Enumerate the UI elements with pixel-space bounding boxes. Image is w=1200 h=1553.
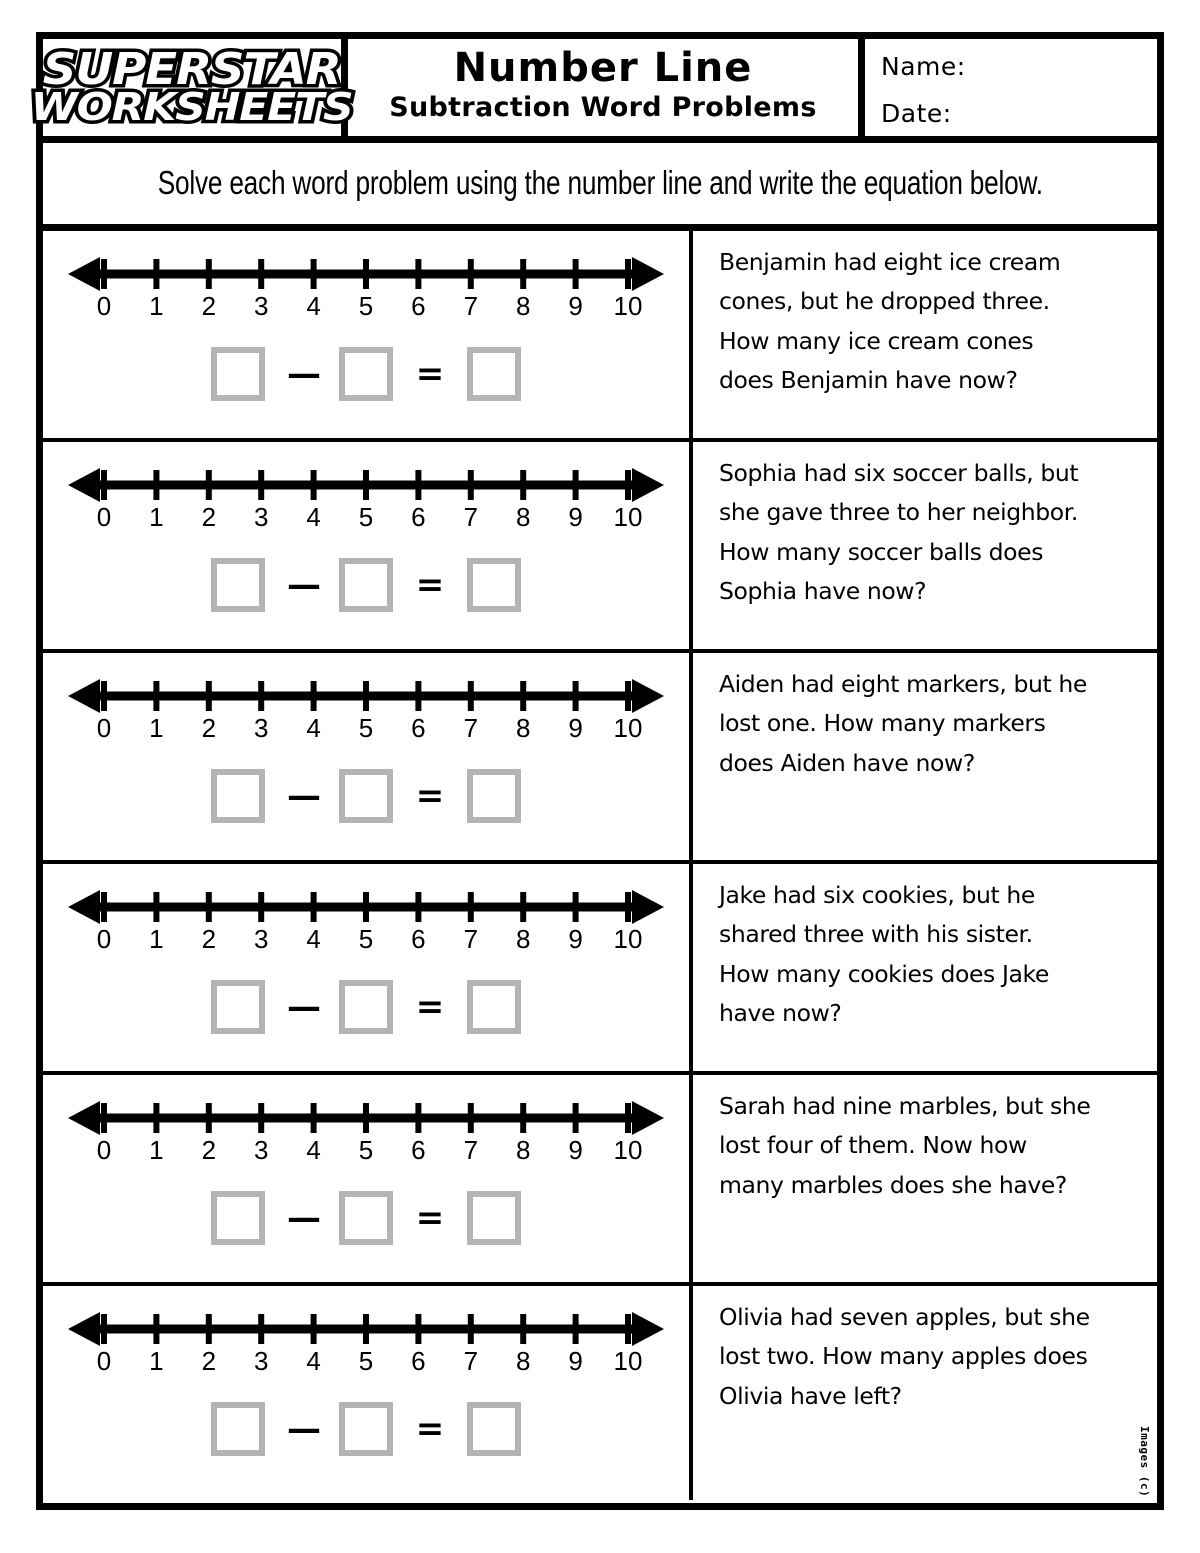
problem-text [719, 454, 1135, 612]
problem-text [719, 1298, 1135, 1416]
worksheet-header [31, 39, 1157, 143]
minus-sign: — [287, 354, 321, 394]
problem-text-line: lost four of them. Now how [719, 1131, 1027, 1160]
right-arrow-icon [632, 890, 664, 924]
number-line-tick-label: 0 [96, 291, 112, 321]
number-line-tick-label: 10 [613, 1346, 643, 1376]
problem-text-line: How many soccer balls does [719, 537, 1044, 566]
problem-text [719, 665, 1135, 783]
minus-sign: — [287, 1198, 321, 1238]
problem-text-line: does Benjamin have now? [719, 366, 1018, 395]
problem-text-line: cones, but he dropped three. [719, 287, 1050, 316]
worksheet-page [31, 32, 1164, 1510]
equation-box-subtrahend[interactable] [339, 769, 393, 823]
number-line-tick-label: 4 [306, 291, 321, 321]
number-line-tick-label: 4 [306, 502, 321, 532]
problem-text-line: have now? [719, 999, 842, 1028]
equation-row [211, 980, 521, 1034]
equation-row [211, 769, 521, 823]
image-credit: Images (c) [1138, 1425, 1151, 1497]
equation-box-minuend[interactable] [211, 1191, 265, 1245]
brand-logo [31, 39, 353, 136]
number-line-tick-label: 8 [515, 502, 531, 532]
number-line-labels [66, 1346, 666, 1382]
problem-text [719, 876, 1135, 1034]
number-line-tick-label: 9 [568, 924, 583, 954]
number-line-tick-label: 7 [463, 924, 479, 954]
equation-box-subtrahend[interactable] [339, 980, 393, 1034]
number-line-tick-label: 0 [96, 1135, 112, 1165]
equation-row [211, 1402, 521, 1456]
problem-text-line: Jake had six cookies, but he [719, 881, 1035, 909]
problem-worklane [43, 231, 693, 438]
number-line-tick-label: 6 [411, 1135, 426, 1165]
number-line-tick-label: 3 [253, 1135, 269, 1165]
number-line-tick-label: 6 [411, 1346, 426, 1376]
left-arrow-icon [68, 1312, 100, 1346]
equals-sign: = [415, 1409, 445, 1449]
number-line-tick-label: 6 [411, 713, 426, 743]
problem-worklane [43, 864, 693, 1071]
equation-row [211, 558, 521, 612]
number-line-tick-label: 7 [463, 1346, 479, 1376]
equation-row [211, 1191, 521, 1245]
problem-text-line: Benjamin had eight ice cream [719, 248, 1061, 276]
problem-text-line: Sophia had six soccer balls, but [719, 459, 1079, 487]
number-line-tick-label: 5 [358, 1135, 374, 1165]
number-line-tick-label: 6 [411, 924, 426, 954]
number-line-tick-label: 5 [358, 713, 374, 743]
number-line-tick-label: 5 [358, 502, 374, 532]
problem-row [43, 864, 1157, 1075]
equation-box-answer[interactable] [467, 1402, 521, 1456]
problem-statement [693, 442, 1157, 649]
number-line-tick-label: 3 [253, 924, 269, 954]
number-line-tick-label: 9 [568, 1346, 583, 1376]
number-line [66, 1097, 666, 1175]
number-line-tick-label: 1 [149, 713, 164, 743]
problem-text-line: does Aiden have now? [719, 748, 975, 777]
problem-worklane [43, 1075, 693, 1282]
number-line-tick-label: 1 [149, 291, 164, 321]
number-line-tick-label: 3 [253, 291, 269, 321]
number-line-tick-label: 9 [568, 713, 583, 743]
problem-text-line: she gave three to her neighbor. [719, 498, 1078, 527]
equals-sign: = [415, 987, 445, 1027]
problem-text-line: many marbles does she have? [719, 1170, 1067, 1199]
minus-sign: — [287, 565, 321, 605]
problem-text-line: lost one. How many markers [719, 709, 1046, 738]
page-title: Number Line [453, 45, 753, 92]
number-line [66, 464, 666, 542]
number-line-tick-label: 7 [463, 291, 479, 321]
problem-statement [693, 864, 1157, 1071]
problem-row [43, 231, 1157, 442]
number-line-tick-label: 8 [515, 924, 531, 954]
problem-worklane [43, 653, 693, 860]
equation-box-answer[interactable] [467, 1191, 521, 1245]
number-line-tick-label: 2 [201, 1346, 217, 1376]
problem-worklane [43, 442, 693, 649]
equation-box-subtrahend[interactable] [339, 347, 393, 401]
logo-line-2: WORKSHEETS [31, 85, 353, 130]
equation-row [211, 347, 521, 401]
number-line-tick-label: 3 [253, 713, 269, 743]
equals-sign: = [415, 354, 445, 394]
equals-sign: = [415, 1198, 445, 1238]
problem-text [719, 1087, 1135, 1205]
problem-rows [43, 231, 1157, 1500]
number-line-tick-label: 10 [613, 291, 643, 321]
logo-text [31, 44, 353, 130]
problem-row [43, 1286, 1157, 1500]
number-line [66, 1308, 666, 1386]
name-label: Name: [881, 51, 966, 81]
number-line-tick-label: 3 [253, 502, 269, 532]
number-line-tick-label: 6 [411, 291, 426, 321]
number-line-tick-label: 0 [96, 502, 112, 532]
number-line-tick-label: 0 [96, 924, 112, 954]
problem-text-line: How many ice cream cones [719, 326, 1034, 355]
number-line-labels [66, 291, 666, 327]
number-line-tick-label: 2 [201, 1135, 217, 1165]
equation-box-answer[interactable] [467, 980, 521, 1034]
left-arrow-icon [68, 468, 100, 502]
problem-statement [693, 653, 1157, 860]
problem-worklane [43, 1286, 693, 1500]
instructions-bar [43, 143, 1157, 231]
left-arrow-icon [68, 890, 100, 924]
number-line-tick-label: 1 [149, 924, 164, 954]
name-date-block [865, 39, 1157, 136]
number-line-tick-label: 5 [358, 924, 374, 954]
number-line-labels [66, 502, 666, 538]
number-line-tick-label: 9 [568, 291, 583, 321]
number-line-tick-label: 0 [96, 713, 112, 743]
number-line-tick-label: 10 [613, 502, 643, 532]
left-arrow-icon [68, 679, 100, 713]
number-line-tick-label: 1 [149, 502, 164, 532]
number-line-labels [66, 924, 666, 960]
problem-text-line: shared three with his sister. [719, 920, 1033, 949]
number-line-tick-label: 9 [568, 502, 583, 532]
page-subtitle: Subtraction Word Problems [389, 92, 817, 124]
number-line [66, 675, 666, 753]
left-arrow-icon [68, 257, 100, 291]
number-line-tick-label: 8 [515, 1346, 531, 1376]
number-line-tick-label: 7 [463, 1135, 479, 1165]
number-line-tick-label: 4 [306, 713, 321, 743]
number-line-tick-label: 3 [253, 1346, 269, 1376]
problem-text-line: Sophia have now? [719, 577, 927, 606]
equation-box-subtrahend[interactable] [339, 558, 393, 612]
problem-statement [693, 231, 1157, 438]
problem-text-line: lost two. How many apples does [719, 1342, 1088, 1371]
problem-row [43, 1075, 1157, 1286]
number-line-tick-label: 4 [306, 924, 321, 954]
problem-text-line: How many cookies does Jake [719, 959, 1049, 988]
number-line-tick-label: 1 [149, 1346, 164, 1376]
logo-line-1: SUPERSTAR [43, 44, 341, 96]
problem-text-line: Sarah had nine marbles, but she [719, 1092, 1091, 1120]
problem-row [43, 442, 1157, 653]
right-arrow-icon [632, 1312, 664, 1346]
equation-box-subtrahend[interactable] [339, 1402, 393, 1456]
left-arrow-icon [68, 1101, 100, 1135]
problem-statement [693, 1286, 1157, 1500]
number-line-tick-label: 8 [515, 1135, 531, 1165]
number-line-tick-label: 0 [96, 1346, 112, 1376]
instructions-text: Solve each word problem using the number line and write the equation below. [157, 164, 1043, 202]
minus-sign: — [287, 987, 321, 1027]
number-line-tick-label: 4 [306, 1135, 321, 1165]
number-line [66, 253, 666, 331]
equation-box-minuend[interactable] [211, 558, 265, 612]
equals-sign: = [415, 565, 445, 605]
number-line-labels [66, 1135, 666, 1171]
number-line-tick-label: 10 [613, 713, 643, 743]
equation-box-minuend[interactable] [211, 1402, 265, 1456]
equation-box-minuend[interactable] [211, 769, 265, 823]
number-line-tick-label: 4 [306, 1346, 321, 1376]
number-line-tick-label: 2 [201, 291, 217, 321]
number-line-tick-label: 8 [515, 713, 531, 743]
problem-text-line: Olivia have left? [719, 1381, 902, 1410]
number-line-tick-label: 5 [358, 1346, 374, 1376]
equation-box-subtrahend[interactable] [339, 1191, 393, 1245]
number-line-tick-label: 2 [201, 713, 217, 743]
number-line-tick-label: 2 [201, 924, 217, 954]
problem-row [43, 653, 1157, 864]
problem-text-line: Aiden had eight markers, but he [719, 670, 1087, 698]
right-arrow-icon [632, 679, 664, 713]
minus-sign: — [287, 1409, 321, 1449]
equation-box-answer[interactable] [467, 558, 521, 612]
minus-sign: — [287, 776, 321, 816]
problem-text-line: Olivia had seven apples, but she [719, 1303, 1090, 1331]
problem-text [719, 243, 1135, 401]
number-line-tick-label: 2 [201, 502, 217, 532]
number-line-tick-label: 6 [411, 502, 426, 532]
number-line-tick-label: 10 [613, 924, 643, 954]
number-line-tick-label: 1 [149, 1135, 164, 1165]
number-line-tick-label: 10 [613, 1135, 643, 1165]
equation-box-minuend[interactable] [211, 980, 265, 1034]
equation-box-minuend[interactable] [211, 347, 265, 401]
equals-sign: = [415, 776, 445, 816]
number-line-tick-label: 7 [463, 713, 479, 743]
number-line-tick-label: 9 [568, 1135, 583, 1165]
right-arrow-icon [632, 257, 664, 291]
number-line-labels [66, 713, 666, 749]
equation-box-answer[interactable] [467, 769, 521, 823]
number-line-tick-label: 7 [463, 502, 479, 532]
date-label: Date: [881, 98, 952, 128]
title-block [348, 39, 865, 136]
problem-statement [693, 1075, 1157, 1282]
right-arrow-icon [632, 468, 664, 502]
number-line [66, 886, 666, 964]
number-line-tick-label: 8 [515, 291, 531, 321]
number-line-tick-label: 5 [358, 291, 374, 321]
right-arrow-icon [632, 1101, 664, 1135]
equation-box-answer[interactable] [467, 347, 521, 401]
